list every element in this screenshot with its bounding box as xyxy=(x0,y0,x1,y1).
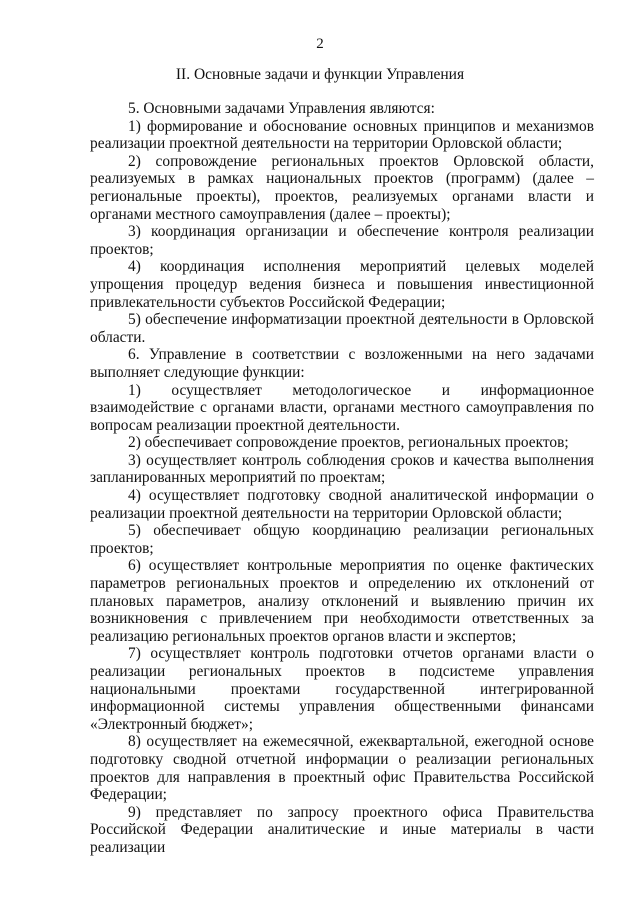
paragraph-task-5: 5) обеспечение информатизации проектной деятельности в Орловской области. xyxy=(90,311,594,346)
paragraph-functions-intro: 6. Управление в соответствии с возложенными на него задачами выполняет следующие функции: xyxy=(90,346,594,381)
paragraph-function-1: 1) осуществляет методологическое и информационное взаимодействие с органами власти, органами местного самоуправления по вопросам реализации проектной деятельности. xyxy=(90,381,594,434)
paragraph-function-2: 2) обеспечивает сопровождение проектов, региональных проектов; xyxy=(128,434,569,452)
paragraph-function-5: 5) обеспечивает общую координацию реализации региональных проектов; xyxy=(90,522,594,557)
page-number: 2 xyxy=(316,36,324,52)
paragraph-task-3: 3) координация организации и обеспечение контроля реализации проектов; xyxy=(90,223,594,258)
paragraph-function-4: 4) осуществляет подготовку сводной аналитической информации о реализации проектной деятельности на территории Орловской области; xyxy=(90,487,594,522)
section-title: II. Основные задачи и функции Управления xyxy=(175,66,465,83)
paragraph-task-2: 2) сопровождение региональных проектов Орловской области, реализуемых в рамках национальных проектов (программ) (далее – региональные проекты), проектов, реализуемых органами власти и органами местного самоуправления (далее – проекты); xyxy=(90,152,594,223)
document-body xyxy=(90,100,594,857)
paragraph-function-8: 8) осуществляет на ежемесячной, ежеквартальной, ежегодной основе подготовку сводной отчетной информации о реализации региональных проектов для направления в проектный офис Правительства Российской Федерации; xyxy=(90,733,594,804)
paragraph-function-9: 9) представляет по запросу проектного офиса Правительства Российской Федерации аналитические и иные материалы в части реализации xyxy=(90,803,594,856)
paragraph-task-4: 4) координация исполнения мероприятий целевых моделей упрощения процедур ведения бизнеса и повышения инвестиционной привлекательности субъектов Российской Федерации; xyxy=(90,258,594,311)
paragraph-function-6: 6) осуществляет контрольные мероприятия по оценке фактических параметров региональных проектов и определению их отклонений от плановых параметров, анализу отклонений и выявлению причин их возникновения с привлечением при необходимости ответственных за реализацию региональных проектов органов власти и экспертов; xyxy=(90,557,594,645)
paragraph-task-1: 1) формирование и обоснование основных принципов и механизмов реализации проектной деятельности на территории Орловской области; xyxy=(90,117,594,153)
paragraph-tasks-intro: 5. Основными задачами Управления являются: xyxy=(128,100,435,117)
paragraph-function-3: 3) осуществляет контроль соблюдения сроков и качества выполнения запланированных мероприятий по проектам; xyxy=(90,451,594,487)
paragraph-function-7: 7) осуществляет контроль подготовки отчетов органами власти о реализации региональных проектов в подсистеме управления национальными проектами государственной интегрированной информационной системы управления общественными финансами «Электронный бюджет»; xyxy=(90,645,594,733)
